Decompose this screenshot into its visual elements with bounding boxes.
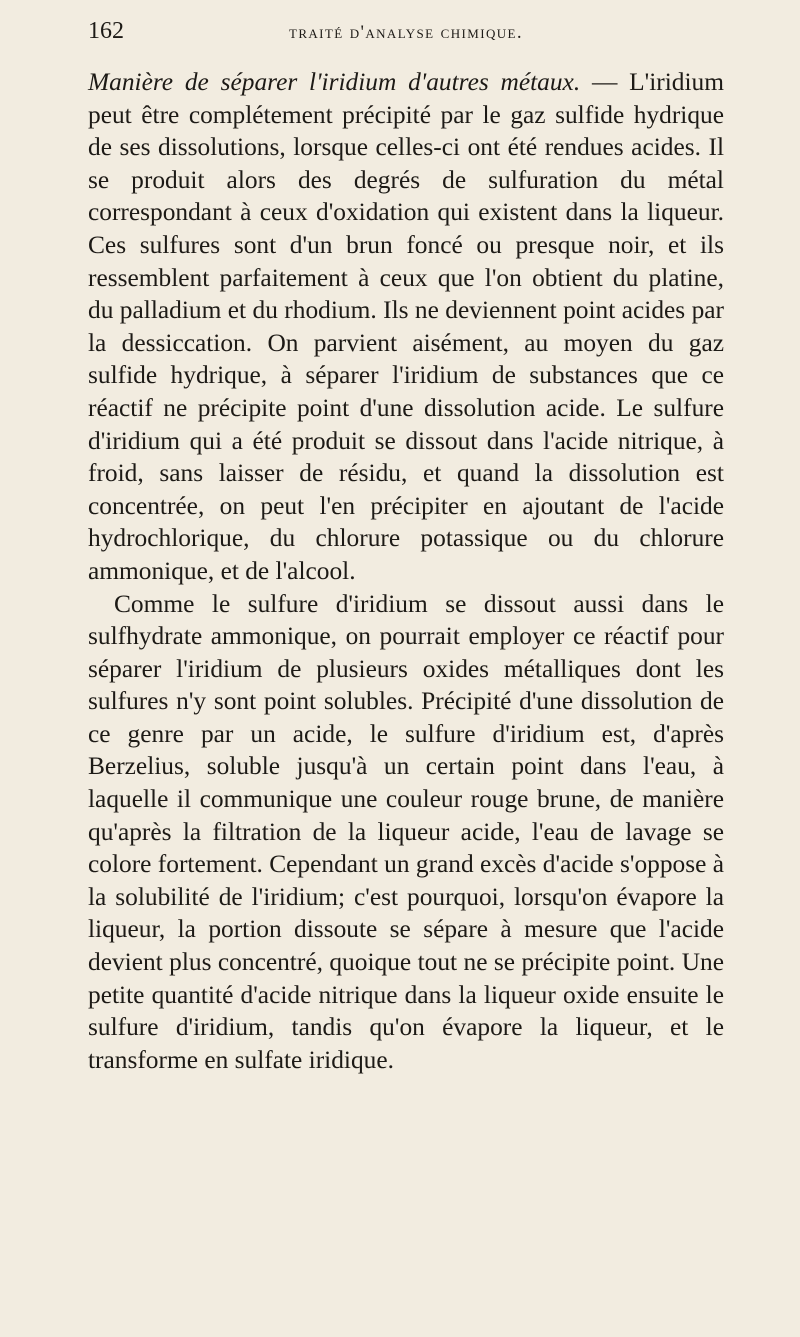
- paragraph-2-text: Comme le sulfure d'iridium se dissout aussi dans le sulfhydrate ammonique, on pourrait employer ce réactif pour séparer l'iridium de plusieurs oxides métalliques dont les sulfures n'y sont point solubles. Précipité d'une dissolution de ce genre par un acide, le sulfure d'iridium est, d'après Berzelius, soluble jusqu'à un certain point dans l'eau, à laquelle il communique une couleur rouge brune, de manière qu'après la filtration de la liqueur acide, l'eau de lavage se colore fortement. Cependant un grand excès d'acide s'oppose à la solubilité de l'iridium; c'est pourquoi, lorsqu'on évapore la liqueur, la portion dissoute se sépare à mesure que l'acide devient plus concentré, quoique tout ne se précipite point. Une petite quantité d'acide nitrique dans la liqueur oxide ensuite le sulfure d'iridium, tandis qu'on évapore la liqueur, et le transforme en sulfate iridique.: [88, 589, 724, 1074]
- title-dash: —: [580, 68, 630, 96]
- paragraph: [88, 588, 724, 1077]
- paragraph: [88, 66, 724, 588]
- page-number: 162: [88, 18, 124, 44]
- running-head: [88, 18, 724, 60]
- paragraph-1-text: L'iridium peut être complétement précipité par le gaz sulfide hydrique de ses dissolutions, lorsque celles-ci ont été rendues acides. Il se produit alors des degrés de sulfuration du métal correspondant à ceux d'oxidation qui existent dans la liqueur. Ces sulfures sont d'un brun foncé ou presque noir, et ils ressemblent parfaitement à ceux que l'on obtient du platine, du palladium et du rhodium. Ils ne deviennent point acides par la dessiccation. On parvient aisément, au moyen du gaz sulfide hydrique, à séparer l'iridium de substances que ce réactif ne précipite point d'une dissolution acide. Le sulfure d'iridium qui a été produit se dissout dans l'acide nitrique, à froid, sans laisser de résidu, et quand la dissolution est concentrée, on peut l'en précipiter en ajoutant de l'acide hydrochlorique, du chlorure potassique ou du chlorure ammonique, et de l'alcool.: [88, 68, 724, 585]
- body-text: [88, 66, 724, 1076]
- section-title: Manière de séparer l'iridium d'autres métaux.: [88, 68, 581, 96]
- running-title: traité d'analyse chimique.: [288, 22, 524, 43]
